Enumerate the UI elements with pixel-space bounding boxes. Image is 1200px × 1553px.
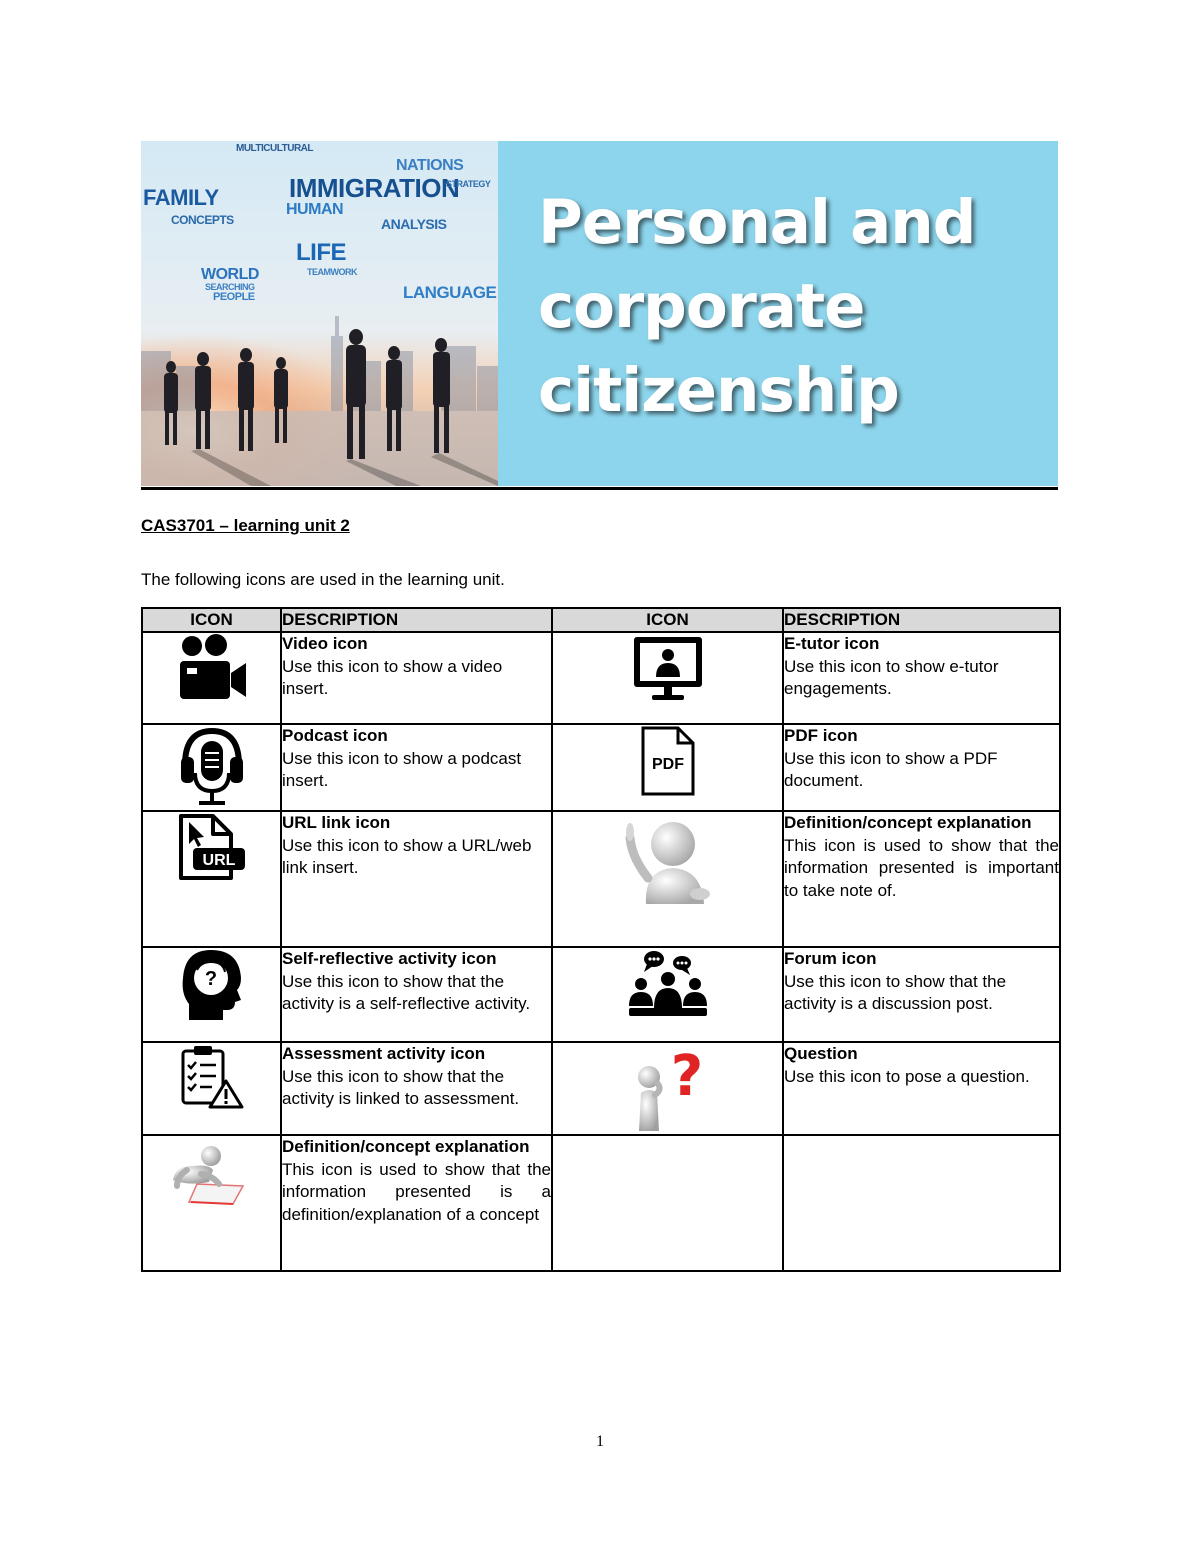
question-figure-icon [619,1043,717,1133]
column-header: DESCRIPTION [281,608,552,632]
photo-word: SEARCHING [205,282,255,292]
icon-cell [552,947,783,1042]
icon-cell [142,724,281,811]
icon-cell [142,632,281,724]
description-title: URL link icon [282,813,391,832]
photo-word: LIFE [296,239,346,266]
icon-cell [142,1135,281,1271]
photo-word: TEAMWORK [307,267,357,277]
table-row [142,1042,1060,1135]
description-cell [783,1042,1060,1135]
url-label: URL [202,852,235,869]
assessment-clipboard-icon [180,1043,244,1109]
banner-title-panel [498,141,1058,486]
column-header: DESCRIPTION [783,608,1060,632]
description-text: Use this icon to show that the activity is a discussion post. [784,971,1007,1013]
banner-photo [141,141,498,486]
photo-word: MULTICULTURAL [236,143,313,154]
description-cell [783,947,1060,1042]
pdf-document-icon [640,725,696,797]
description-cell [783,632,1060,724]
photo-word: HUMAN [286,201,344,218]
header-banner [141,141,1058,486]
podcast-headphones-mic-icon [179,725,245,807]
description-text: Use this icon to show a video insert. [282,656,503,698]
unit-heading: CAS3701 – learning unit 2 [141,516,350,535]
photo-word: WORLD [201,266,259,283]
pdf-label: PDF [651,756,684,773]
column-header: ICON [142,608,281,632]
reading-figure-icon [167,1136,257,1208]
table-row [142,1135,1060,1271]
description-text: This icon is used to show that the information presented is important to take note of. [784,835,1059,900]
description-text: Use this icon to show that the activity is a self-reflective activity. [282,971,531,1013]
photo-word: IMMIGRATION [289,173,460,203]
intro-text: The following icons are used in the learning unit. [141,570,505,589]
banner-title [538,181,975,433]
e-tutor-monitor-icon [632,633,704,703]
banner-title-line: citizenship [538,355,899,426]
table-row [142,632,1060,724]
description-cell [281,1135,552,1271]
icon-cell [142,811,281,947]
empty-icon-cell [552,1135,783,1271]
description-text: Use this icon to pose a question. [784,1066,1030,1086]
description-cell [281,1042,552,1135]
description-text: Use this icon to show a podcast insert. [282,748,522,790]
table-header-row [142,608,1060,632]
description-cell [783,811,1060,947]
table-row [142,811,1060,947]
photo-word: CONCEPTS [171,213,234,227]
description-title: E-tutor icon [784,634,880,653]
icon-table [141,607,1061,1272]
banner-title-line: corporate [538,271,865,342]
description-cell [281,947,552,1042]
icon-cell [552,1042,783,1135]
description-title: Definition/concept explanation [282,1137,530,1156]
banner-title-line: Personal and [538,187,976,258]
description-title: Assessment activity icon [282,1044,486,1063]
description-title: Forum icon [784,949,877,968]
question-mark-label: ? [670,1044,703,1109]
url-link-file-icon [177,812,247,882]
description-title: Question [784,1044,858,1063]
head-question-icon [181,948,243,1022]
empty-description-cell [783,1135,1060,1271]
question-mark-label: ? [204,968,217,990]
icon-cell [552,632,783,724]
icon-cell [142,947,281,1042]
description-title: Podcast icon [282,726,388,745]
description-title: PDF icon [784,726,858,745]
photo-word: ANALYSIS [381,216,447,232]
description-cell [281,724,552,811]
description-text: Use this icon to show e-tutor engagements. [784,656,999,698]
photo-word: PEOPLE [213,291,255,303]
description-title: Video icon [282,634,368,653]
table-row [142,724,1060,811]
photo-word: NATIONS [396,157,464,174]
pointing-figure-icon [618,818,718,904]
description-cell [281,811,552,947]
photo-word: STRATEGY [446,179,491,189]
banner-divider [141,487,1058,490]
photo-word: FAMILY [143,185,219,210]
video-camera-icon [176,633,248,703]
icon-cell [142,1042,281,1135]
table-row [142,947,1060,1042]
description-title: Self-reflective activity icon [282,949,497,968]
forum-group-icon [627,948,709,1018]
column-header: ICON [552,608,783,632]
description-text: Use this icon to show a URL/web link insert. [282,835,532,877]
icon-cell [552,724,783,811]
page-number: 1 [596,1433,604,1450]
icon-cell [552,811,783,947]
description-cell [281,632,552,724]
description-text: Use this icon to show that the activity is linked to assessment. [282,1066,520,1108]
description-title: Definition/concept explanation [784,813,1032,832]
photo-word: LANGUAGE [403,283,497,302]
description-cell [783,724,1060,811]
description-text: This icon is used to show that the information presented is a definition/explanation of a concept [282,1159,551,1224]
description-text: Use this icon to show a PDF document. [784,748,998,790]
